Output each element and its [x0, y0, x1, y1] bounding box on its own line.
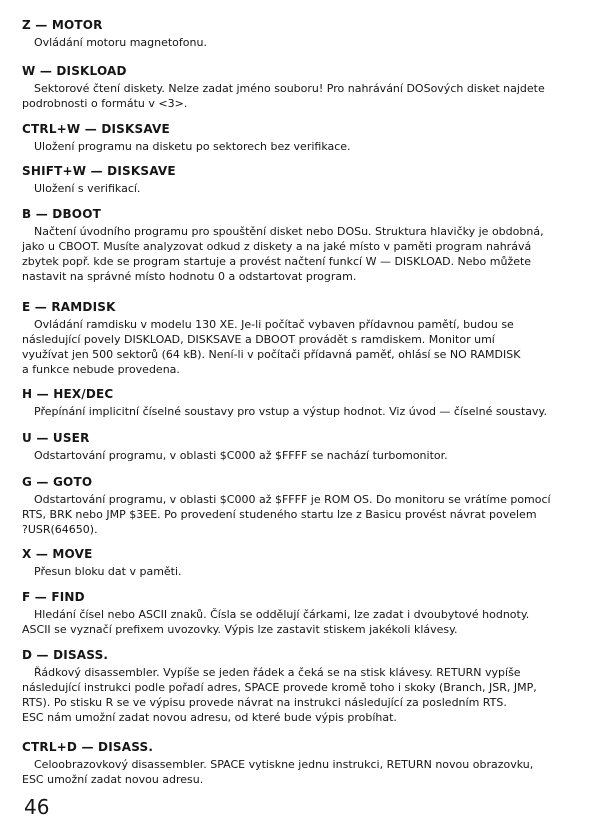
command-heading: Z — MOTOR: [22, 18, 103, 32]
command-heading: F — FIND: [22, 590, 85, 604]
command-description: [22, 224, 582, 284]
command-entry: [22, 122, 582, 154]
description-line: Přesun bloku dat v paměti.: [34, 565, 182, 578]
command-heading: D — DISASS.: [22, 648, 109, 662]
command-description: [22, 665, 582, 725]
command-heading: CTRL+W — DISKSAVE: [22, 122, 170, 136]
command-description: [22, 757, 582, 787]
command-description: [22, 81, 582, 111]
command-entry: [22, 64, 582, 111]
description-line: využívat jen 500 sektorů (64 kB). Není-li v počítači přídavná paměť, ohlásí se NO RAMDISK: [22, 348, 521, 361]
description-line: následující instrukci podle pořadí adres, SPACE provede kromě toho i skoky (Branch, JSR, JMP,: [22, 681, 537, 694]
description-line: ESC umožní zadat novou adresu.: [22, 773, 204, 786]
command-entry: [22, 431, 582, 463]
command-description: [22, 564, 582, 579]
command-entry: [22, 18, 582, 50]
command-description: [22, 607, 582, 637]
description-line: ASCII se vyznačí prefixem uvozovky. Výpis lze zastavit stiskem jakékoli klávesy.: [22, 623, 458, 636]
command-description: [22, 139, 582, 154]
description-line: ESC nám umožní zadat novou adresu, od které bude výpis probíhat.: [22, 711, 397, 724]
description-line: Odstartování programu, v oblasti $C000 až $FFFF je ROM OS. Do monitoru se vrátíme pomocí: [34, 493, 551, 506]
command-description: [22, 181, 582, 196]
description-line: RTS, BRK nebo JMP $3EE. Po provedení studeného startu lze z Basicu provést návrat povelem: [22, 508, 537, 521]
description-line: Přepínání implicitní číselné soustavy pro vstup a výstup hodnot. Viz úvod — číselné soustavy.: [34, 405, 547, 418]
command-description: [22, 317, 582, 377]
command-heading: CTRL+D — DISASS.: [22, 740, 154, 754]
command-entry: [22, 387, 582, 419]
description-line: Uložení s verifikací.: [34, 182, 141, 195]
description-line: zbytek popř. kde se program startuje a provést načtení funkcí W — DISKLOAD. Nebo můžete: [22, 255, 532, 268]
command-description: [22, 404, 582, 419]
description-line: Uložení programu na disketu po sektorech bez verifikace.: [34, 140, 351, 153]
description-line: Sektorové čtení diskety. Nelze zadat jméno souboru! Pro nahrávání DOSových disket najdete: [34, 82, 545, 95]
command-description: [22, 448, 582, 463]
command-heading: H — HEX/DEC: [22, 387, 114, 401]
command-description: [22, 35, 582, 50]
description-line: RTS). Po stisku R se ve výpisu provede návrat na instrukci následující za posledním RTS.: [22, 696, 507, 709]
description-line: následující povely DISKLOAD, DISKSAVE a DBOOT provádět s ramdiskem. Monitor umí: [22, 333, 495, 346]
description-line: Hledání čísel nebo ASCII znaků. Čísla se oddělují čárkami, lze zadat i dvoubytové hodnoty.: [34, 608, 530, 621]
command-heading: G — GOTO: [22, 475, 93, 489]
description-line: a funkce nebude provedena.: [22, 363, 180, 376]
command-heading: E — RAMDISK: [22, 300, 116, 314]
description-line: Celoobrazovkový disassembler. SPACE vytiskne jednu instrukci, RETURN novou obrazovku,: [34, 758, 534, 771]
description-line: Ovládání ramdisku v modelu 130 XE. Je-li počítač vybaven přídavnou pamětí, budou se: [34, 318, 514, 331]
page-number: 46: [24, 795, 50, 819]
description-line: nastavit na správné místo hodnotu 0 a odstartovat program.: [22, 270, 357, 283]
description-line: Řádkový disassembler. Vypíše se jeden řádek a čeká se na stisk klávesy. RETURN vypíše: [34, 666, 521, 679]
command-entry: [22, 207, 582, 284]
command-entry: [22, 475, 582, 537]
command-entry: [22, 590, 582, 637]
command-entry: [22, 547, 582, 579]
command-heading: B — DBOOT: [22, 207, 101, 221]
description-line: ?USR(64650).: [22, 523, 98, 536]
command-heading: W — DISKLOAD: [22, 64, 127, 78]
command-entry: [22, 740, 582, 787]
description-line: Ovládání motoru magnetofonu.: [34, 36, 207, 49]
command-entry: [22, 164, 582, 196]
description-line: Načtení úvodního programu pro spouštění disket nebo DOSu. Struktura hlavičky je obdobná,: [34, 225, 544, 238]
description-line: podrobnosti o formátu v <3>.: [22, 97, 188, 110]
description-line: jako u CBOOT. Musíte analyzovat odkud z diskety a na jaké místo v paměti program nahrává: [22, 240, 532, 253]
command-description: [22, 492, 582, 537]
command-entry: [22, 300, 582, 377]
command-heading: U — USER: [22, 431, 90, 445]
description-line: Odstartování programu, v oblasti $C000 až $FFFF se nachází turbomonitor.: [34, 449, 448, 462]
command-heading: SHIFT+W — DISKSAVE: [22, 164, 176, 178]
command-heading: X — MOVE: [22, 547, 93, 561]
command-entry: [22, 648, 582, 725]
